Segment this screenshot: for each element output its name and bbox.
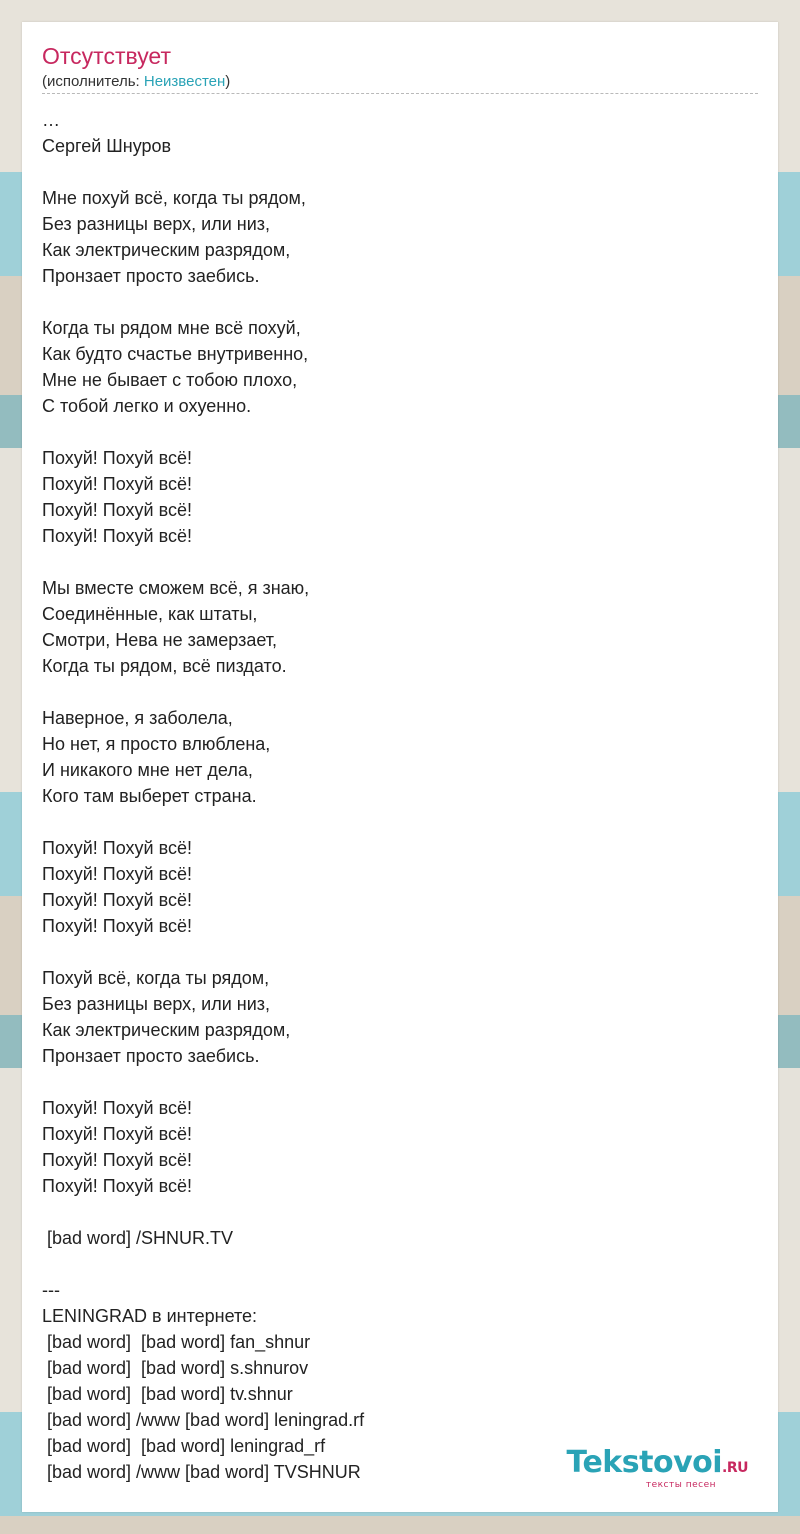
lyric-line: Похуй! Похуй всё! <box>42 1150 192 1170</box>
lyric-line: Похуй! Похуй всё! <box>42 474 192 494</box>
lyric-line: Похуй! Похуй всё! <box>42 526 192 546</box>
site-logo[interactable] <box>566 1447 748 1490</box>
performer-link[interactable]: Неизвестен <box>143 73 226 90</box>
lyric-line <box>42 159 758 185</box>
lyric-line: LENINGRAD в интернете: <box>42 1306 258 1326</box>
performer-prefix: (исполнитель: <box>42 73 144 90</box>
lyric-line: Без разницы верх, или низ, <box>42 214 271 234</box>
lyric-line <box>42 1199 758 1225</box>
lyric-line: [bad word] /www [bad word] leningrad.rf <box>42 1410 365 1430</box>
logo-main-text: Tekstovoi <box>566 1445 723 1480</box>
lyric-line: И никакого мне нет дела, <box>42 760 253 780</box>
logo-tagline: тексты песен <box>645 1480 716 1490</box>
lyric-line: Пронзает просто заебись. <box>42 266 260 286</box>
lyric-line <box>42 809 758 835</box>
lyric-line: Как электрическим разрядом, <box>42 240 291 260</box>
lyric-line <box>42 679 758 705</box>
lyric-line: Похуй! Похуй всё! <box>42 1176 192 1196</box>
lyric-line: Похуй! Похуй всё! <box>42 864 192 884</box>
lyric-line <box>42 1251 758 1277</box>
lyric-line: … <box>42 110 60 130</box>
performer-suffix: ) <box>225 73 231 90</box>
lyric-line: [bad word] [bad word] leningrad_rf <box>42 1436 326 1456</box>
lyric-line: --- <box>42 1280 60 1300</box>
lyric-line <box>42 549 758 575</box>
lyric-line: Похуй! Похуй всё! <box>42 916 192 936</box>
lyric-line: Похуй! Похуй всё! <box>42 890 192 910</box>
lyrics-text <box>42 107 758 1485</box>
lyric-line: [bad word] [bad word] fan_shnur <box>42 1332 311 1352</box>
divider <box>42 93 758 94</box>
lyric-line: [bad word] /www [bad word] TVSHNUR <box>42 1462 361 1482</box>
lyric-line: Как электрическим разрядом, <box>42 1020 291 1040</box>
lyric-line: Похуй! Похуй всё! <box>42 1124 192 1144</box>
lyric-line: Мне не бывает с тобою плохо, <box>42 370 298 390</box>
lyrics-card <box>22 22 778 1512</box>
logo-tld: .RU <box>722 1460 748 1476</box>
lyric-line: Похуй всё, когда ты рядом, <box>42 968 270 988</box>
lyric-line: [bad word] /SHNUR.TV <box>42 1228 234 1248</box>
lyric-line: Наверное, я заболела, <box>42 708 233 728</box>
lyric-line: [bad word] [bad word] tv.shnur <box>42 1384 293 1404</box>
lyric-line: Пронзает просто заебись. <box>42 1046 260 1066</box>
lyric-line: Сергей Шнуров <box>42 136 172 156</box>
lyric-line: Соединённые, как штаты, <box>42 604 258 624</box>
lyric-line: Как будто счастье внутривенно, <box>42 344 309 364</box>
lyric-line: Похуй! Похуй всё! <box>42 1098 192 1118</box>
lyric-line: Смотри, Нева не замерзает, <box>42 630 278 650</box>
song-title: Отсутствует <box>42 43 171 69</box>
lyric-line: Похуй! Похуй всё! <box>42 838 192 858</box>
lyric-line: Когда ты рядом мне всё похуй, <box>42 318 301 338</box>
lyric-line <box>42 289 758 315</box>
lyric-line: С тобой легко и охуенно. <box>42 396 252 416</box>
lyric-line <box>42 939 758 965</box>
lyric-line: Похуй! Похуй всё! <box>42 500 192 520</box>
lyric-line: Когда ты рядом, всё пиздато. <box>42 656 287 676</box>
lyric-line: Похуй! Похуй всё! <box>42 448 192 468</box>
lyric-line: [bad word] [bad word] s.shnurov <box>42 1358 309 1378</box>
lyric-line: Мне похуй всё, когда ты рядом, <box>42 188 306 208</box>
lyric-line <box>42 1069 758 1095</box>
lyric-line: Кого там выберет страна. <box>42 786 257 806</box>
lyric-line <box>42 419 758 445</box>
lyric-line: Но нет, я просто влюблена, <box>42 734 271 754</box>
lyric-line: Мы вместе сможем всё, я знаю, <box>42 578 310 598</box>
performer-line <box>42 73 230 91</box>
lyric-line: Без разницы верх, или низ, <box>42 994 271 1014</box>
